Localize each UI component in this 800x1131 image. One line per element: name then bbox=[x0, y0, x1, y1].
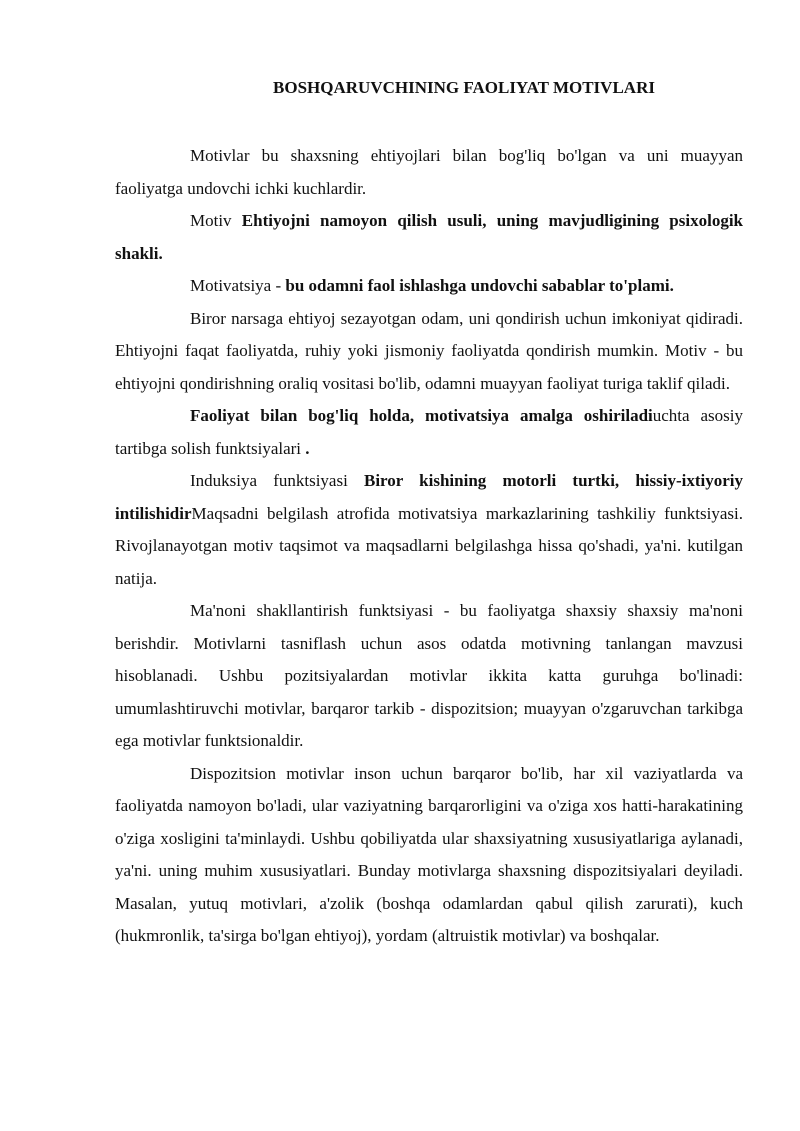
paragraph-dispositional: Dispozitsion motivlar inson uchun barqaror bo'lib, har xil vaziyatlarda va faoliyatda namoyon bo'ladi, ular vaziyatning barqarorligini va o'ziga xos hatti-harakatining o'ziga xosligini ta'minlaydi. Ushbu qobiliyatda ular shaxsiyatning xususiyatlariga aylanadi, ya'ni. uning muhim xususiyatlari. Bunday motivlarga shaxsning dispozitsiyalari deyiladi. Masalan, yutuq motivlari, a'zolik (boshqa odamlardan qabul qilish zarurati), kuch (hukmronlik, ta'sirga bo'lgan ehtiyoj), yordam (altruistik motivlar) va boshqalar. bbox=[115, 763, 743, 945]
paragraph-induction-rest: Maqsadni belgilash atrofida motivatsiya markazlarining tashkiliy funktsiyasi. Rivojlanayotgan motiv taqsimot va maqsadlarni belgilashga hissa qo'shadi, ya'ni. kutilgan natija. bbox=[115, 503, 743, 588]
paragraph-meaning: Ma'noni shakllantirish funktsiyasi - bu faoliyatga shaxsiy shaxsiy ma'noni berishdir. Motivlarni tasniflash uchun asos odatda motivning tanlangan mavzusi hisoblanadi. Ushbu pozitsiyalardan motivlar ikkita katta guruhga bo'linadi: umumlashtiruvchi motivlar, barqaror tarkib - dispozitsion; muayyan o'zgaruvchan tarkibga ega motivlar funktsionaldir. bbox=[115, 601, 743, 750]
paragraph-induction-bold: Biror kishining motorli turtki, hissiy-ixtiyoriy intilishidir bbox=[115, 471, 743, 523]
paragraph-activity bbox=[115, 400, 743, 465]
paragraph-activity-dot: . bbox=[305, 438, 310, 458]
paragraph-motive-bold: Ehtiyojni namoyon qilish usuli, uning mavjudligining psixologik shakli. bbox=[115, 211, 743, 263]
document-page bbox=[115, 72, 743, 953]
page-title: BOSHQARUVCHINING FAOLIYAT MOTIVLARI bbox=[273, 78, 655, 97]
paragraph-motivation bbox=[115, 270, 743, 303]
paragraph-motivation-bold: bu odamni faol ishlashga undovchi sabablar to'plami. bbox=[285, 276, 674, 295]
paragraph-motive bbox=[115, 205, 743, 270]
paragraph-activity-bold: Faoliyat bilan bog'liq holda, motivatsiya amalga oshiriladi bbox=[190, 406, 653, 425]
paragraph-motives-definition: Motivlar bu shaxsning ehtiyojlari bilan bog'liq bo'lgan va uni muayyan faoliyatga undovchi ichki kuchlardir. bbox=[115, 146, 743, 198]
paragraph-induction-lead: Induksiya funktsiyasi bbox=[190, 471, 364, 490]
paragraph-need: Biror narsaga ehtiyoj sezayotgan odam, uni qondirish uchun imkoniyat qidiradi. Ehtiyojni faqat faoliyatda, ruhiy yoki jismoniy faoliyatda qondirish mumkin. Motiv - bu ehtiyojni qondirishning oraliq vositasi bo'lib, odamni muayyan faoliyat turiga taklif qiladi. bbox=[115, 308, 743, 393]
paragraph-activity-rest: uchta asosiy tartibga solish funktsiyalari bbox=[115, 406, 743, 458]
paragraph-induction bbox=[115, 465, 743, 595]
paragraph-motive-lead: Motiv bbox=[190, 211, 242, 230]
paragraph-motivation-lead: Motivatsiya - bbox=[190, 276, 286, 295]
